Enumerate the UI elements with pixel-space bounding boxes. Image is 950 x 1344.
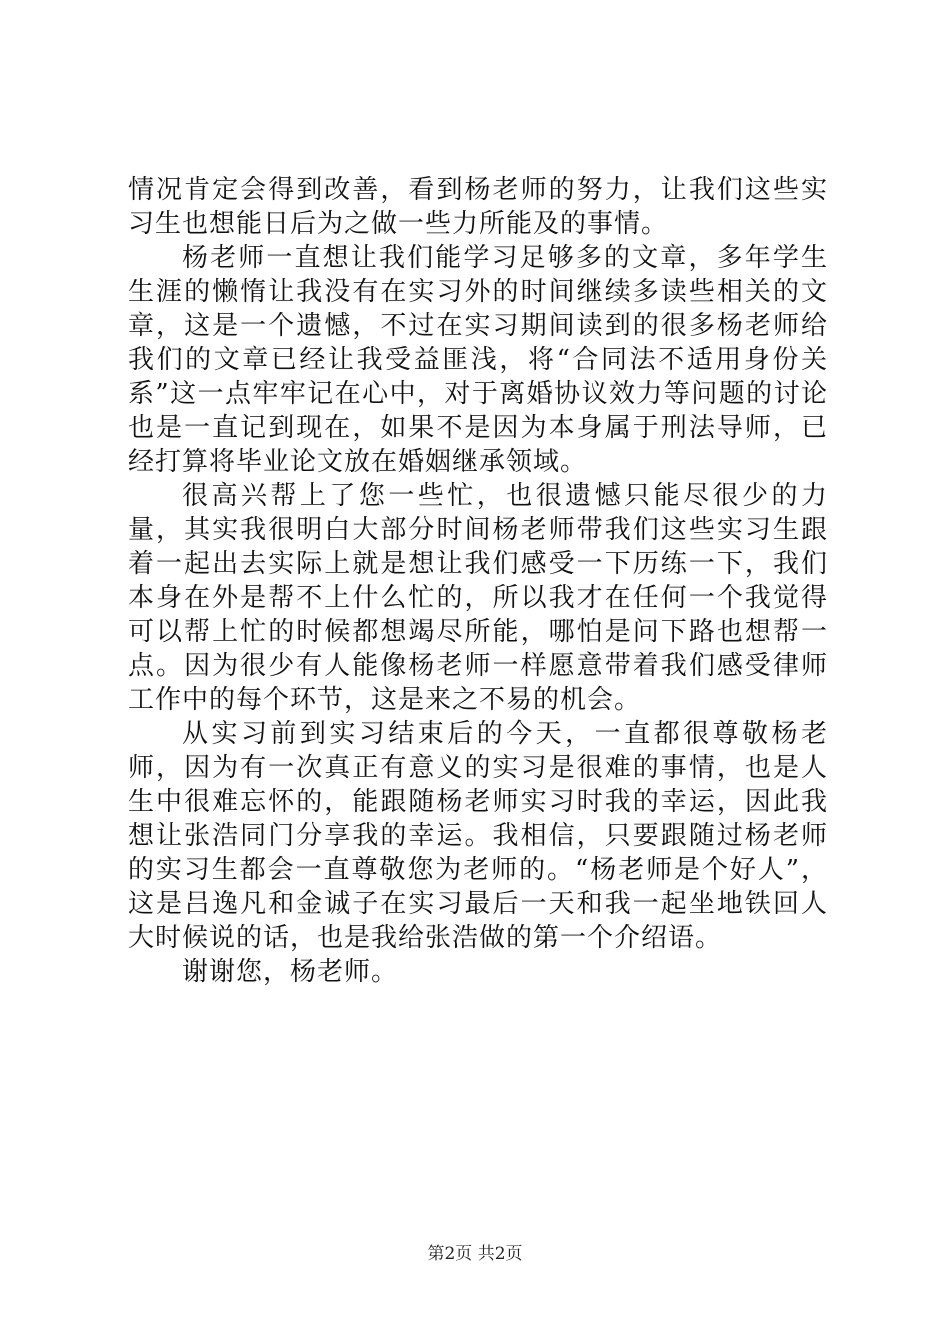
paragraph-thanks: 谢谢您，杨老师。: [182, 957, 399, 987]
letter-body: [128, 173, 828, 989]
paragraph-continuation: 情况肯定会得到改善，看到杨老师的努力，让我们这些实习生也想能日后为之做一些力所能及的事情。: [128, 175, 828, 239]
paragraph-reading: 杨老师一直想让我们能学习足够多的文章，多年学生生涯的懒惰让我没有在实习外的时间继续多读些相关的文章，这是一个遗憾，不过在实习期间读到的很多杨老师给我们的文章已经让我受益匪浅，将“合同法不适用身份关系”这一点牢牢记在心中，对于离婚协议效力等问题的讨论也是一直记到现在，如果不是因为本身属于刑法导师，已经打算将毕业论文放在婚姻继承领域。: [128, 243, 828, 477]
paragraph-respect: 从实习前到实习结束后的今天，一直都很尊敬杨老师，因为有一次真正有意义的实习是很难的事情，也是人生中很难忘怀的，能跟随杨老师实习时我的幸运，因此我想让张浩同门分享我的幸运。我相信，只要跟随过杨老师的实习生都会一直尊敬您为老师的。“杨老师是个好人”，这是吕逸凡和金诚子在实习最后一天和我一起坐地铁回人大时候说的话，也是我给张浩做的第一个介绍语。: [128, 719, 828, 953]
page-number-footer: 第2页 共2页: [427, 1244, 523, 1264]
paragraph-helping: 很高兴帮上了您一些忙，也很遗憾只能尽很少的力量，其实我很明白大部分时间杨老师带我们这些实习生跟着一起出去实际上就是想让我们感受一下历练一下，我们本身在外是帮不上什么忙的，所以我才在任何一个我觉得可以帮上忙的时候都想竭尽所能，哪怕是问下路也想帮一点。因为很少有人能像杨老师一样愿意带着我们感受律师工作中的每个环节，这是来之不易的机会。: [128, 481, 828, 715]
